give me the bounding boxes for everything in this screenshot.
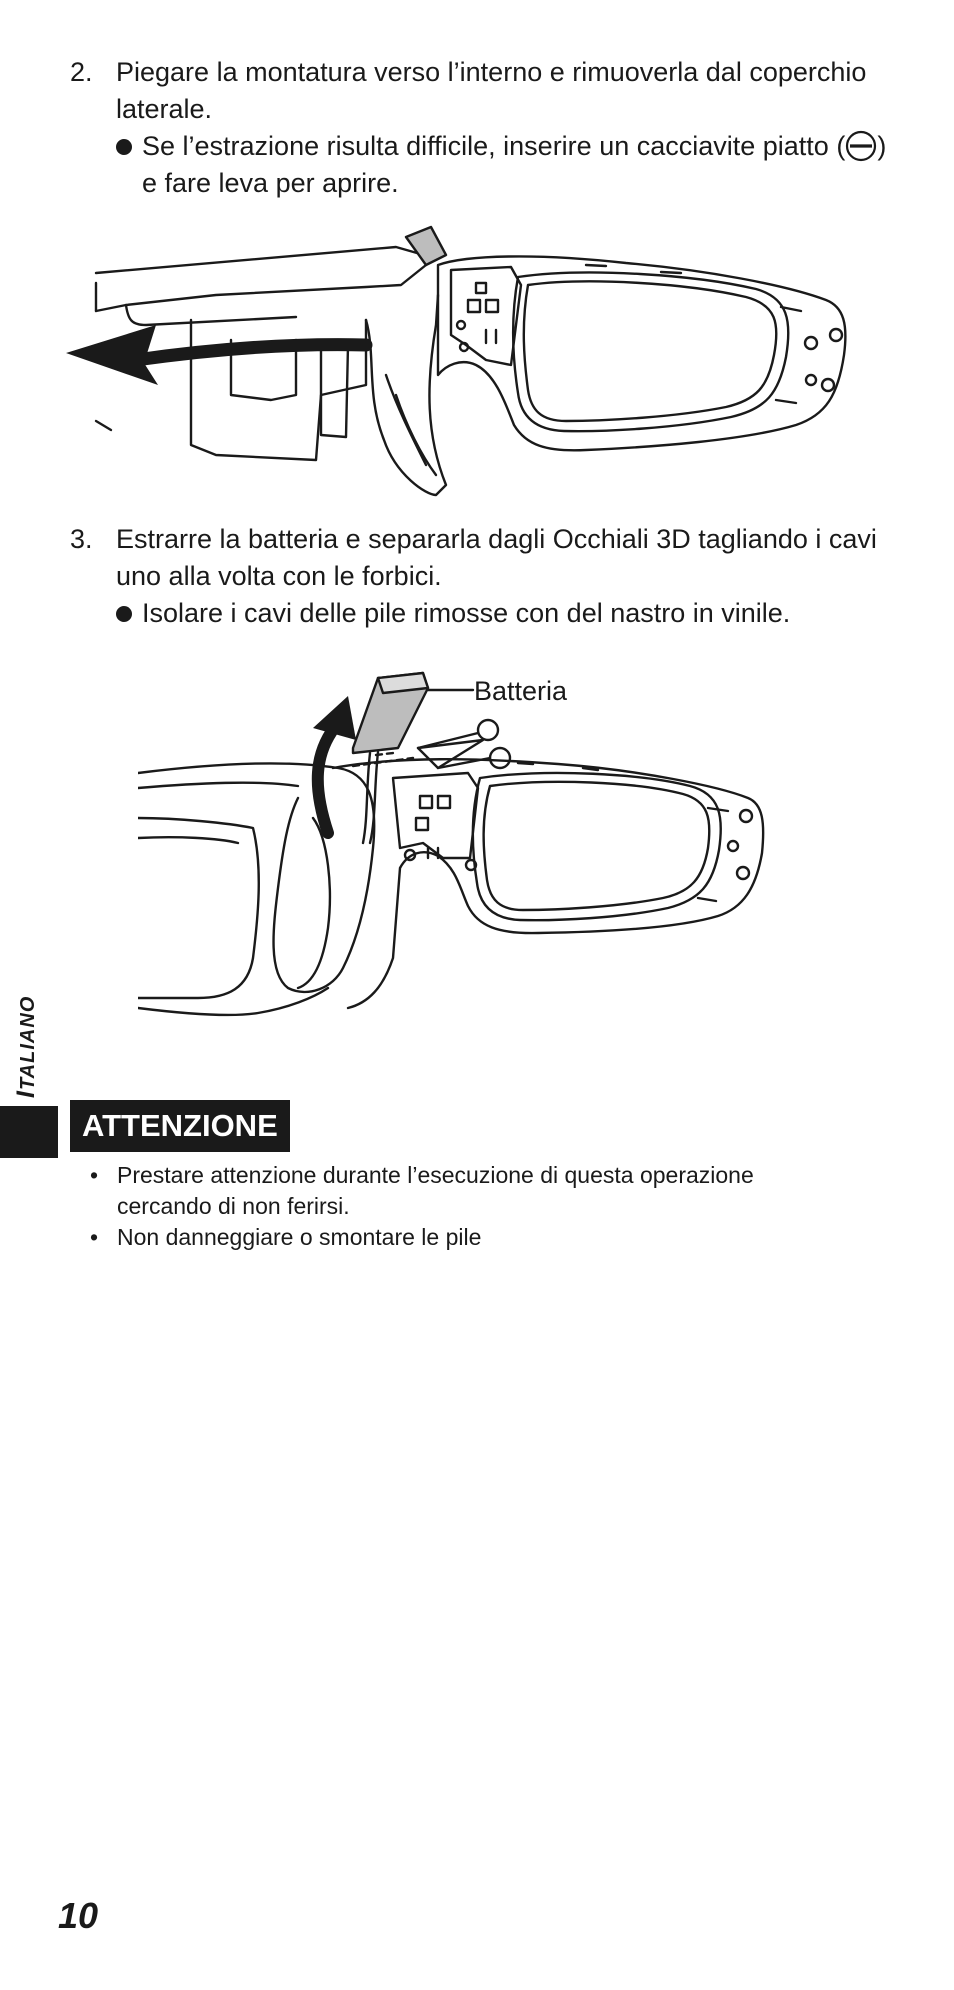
language-tab-marker bbox=[0, 1106, 58, 1158]
step-2-number: 2. bbox=[70, 57, 93, 87]
bullet-dot-icon bbox=[116, 606, 132, 622]
language-tab-label: ITALIANO bbox=[12, 995, 40, 1098]
step-3-text: Estrarre la batteria e separarla dagli Occhiali 3D tagliando i cavi uno alla volta con le forbici. bbox=[116, 524, 877, 591]
bullet-mark-icon: • bbox=[90, 1162, 99, 1188]
attention-list bbox=[90, 1160, 850, 1253]
battery-removal-illustration bbox=[138, 668, 788, 1048]
step-3-bullet bbox=[116, 595, 890, 632]
bullet-mark-icon: • bbox=[90, 1224, 99, 1250]
flat-screwdriver-icon bbox=[845, 130, 877, 162]
step-2-bullet-text-before: Se l’estrazione risulta difficile, inserire un cacciavite piatto ( bbox=[142, 131, 846, 161]
step-2-bullet-text-after: ) e fare leva per aprire. bbox=[142, 131, 887, 198]
bullet-dot-icon bbox=[116, 139, 132, 155]
step-3-number: 3. bbox=[70, 524, 93, 554]
attention-item: • Prestare attenzione durante l’esecuzione di questa operazione cercando di non ferirsi. bbox=[90, 1162, 754, 1219]
attention-heading: ATTENZIONE bbox=[70, 1100, 290, 1152]
step-2 bbox=[70, 54, 890, 202]
step-3-bullet-text: Isolare i cavi delle pile rimosse con del nastro in vinile. bbox=[142, 598, 791, 628]
page-number: 10 bbox=[58, 1895, 99, 1936]
step-2-text: Piegare la montatura verso l’interno e rimuoverla dal coperchio laterale. bbox=[116, 57, 867, 124]
figure-frame-removal bbox=[66, 225, 876, 510]
glasses-frame-illustration bbox=[66, 225, 876, 510]
step-2-bullet bbox=[116, 128, 890, 202]
battery-label: Batteria bbox=[474, 676, 568, 706]
figure-battery-removal bbox=[138, 668, 788, 1048]
step-3 bbox=[70, 521, 890, 632]
attention-item: • Non danneggiare o smontare le pile bbox=[90, 1222, 850, 1253]
